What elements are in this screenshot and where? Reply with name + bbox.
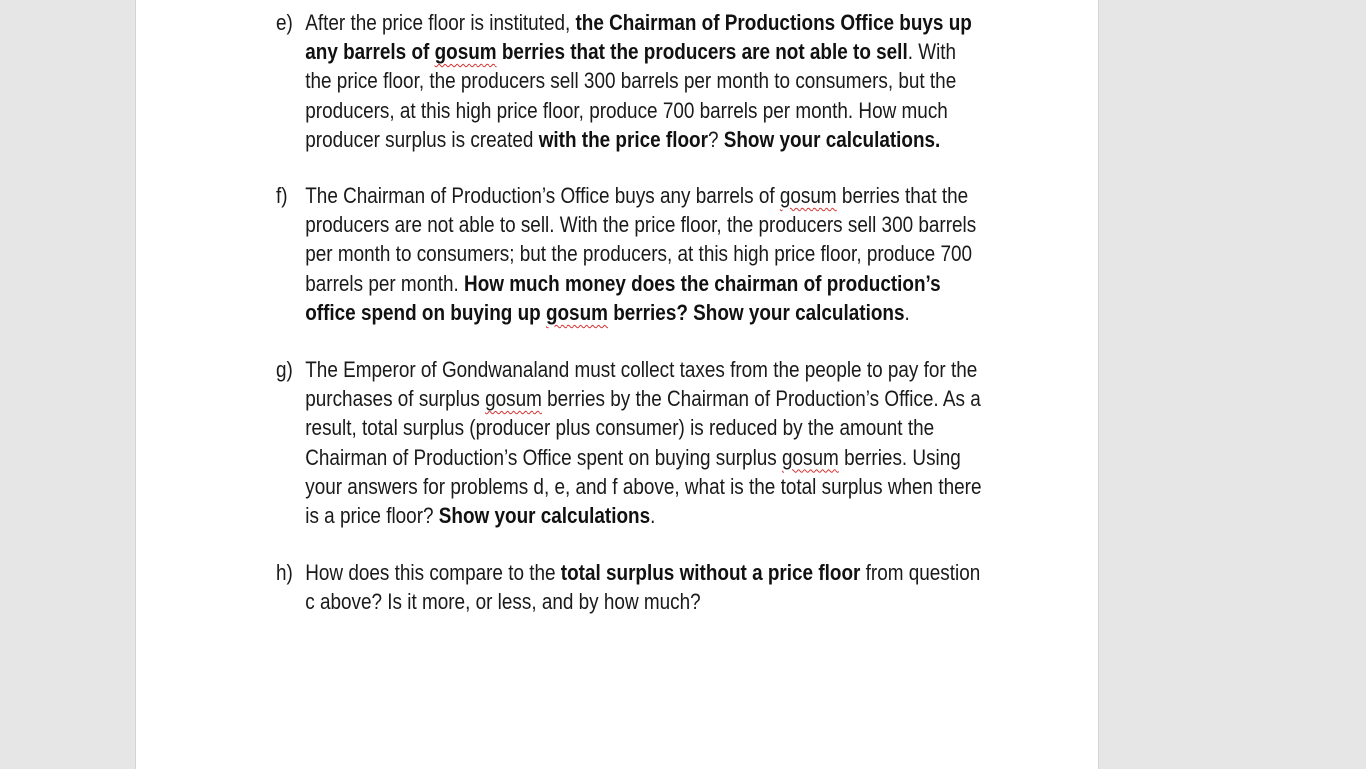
- bold-text-run: any barrels of: [305, 39, 435, 65]
- text-run: producer surplus is created: [305, 126, 539, 152]
- bold-text-run: berries? Show your calculations: [607, 299, 905, 325]
- text-run: ?: [707, 126, 724, 152]
- question-letter: g): [276, 357, 293, 382]
- bold-text-run: with the price floor: [538, 126, 708, 152]
- bold-text-run: How much money does the chairman of production’s: [464, 270, 941, 296]
- text-line: [305, 37, 957, 66]
- question-body[interactable]: [305, 181, 977, 327]
- text-run: berries by the Chairman of Production’s Office. As a: [541, 386, 981, 412]
- misspelled-word[interactable]: gosum: [434, 39, 497, 65]
- text-line: [305, 501, 878, 530]
- text-run: Chairman of Production’s Office spent on buying surplus: [305, 444, 783, 470]
- text-line: result, total surplus (producer plus consumer) is reduced by the amount the: [305, 415, 935, 441]
- text-line: [305, 443, 961, 472]
- question-f: [276, 181, 977, 327]
- text-line: [305, 125, 941, 154]
- text-line: c above? Is it more, or less, and by how much?: [305, 589, 701, 615]
- question-body[interactable]: [305, 8, 972, 154]
- document-page: [135, 0, 1099, 769]
- text-line: [305, 8, 972, 37]
- text-run: .: [650, 502, 656, 528]
- text-line: [305, 181, 969, 210]
- text-line: [305, 269, 941, 298]
- bold-text-run: Show your calculations: [438, 502, 651, 528]
- text-line: per month to consumers; but the producers, at this high price floor, produce 700: [305, 241, 973, 267]
- text-run: The Chairman of Production’s Office buys any barrels of: [305, 183, 780, 208]
- bold-text-run: Show your calculations.: [723, 126, 941, 152]
- text-run: barrels per month.: [305, 270, 465, 296]
- question-letter: h): [276, 560, 293, 585]
- question-h: [276, 558, 981, 616]
- text-run: . With: [907, 39, 957, 65]
- text-run: After the price floor is instituted,: [305, 10, 576, 35]
- text-run: from question: [860, 560, 981, 585]
- text-line: producers, at this high price floor, produce 700 barrels per month. How much: [305, 97, 948, 123]
- text-run: berries that the: [836, 183, 969, 208]
- misspelled-word[interactable]: gosum: [545, 299, 608, 325]
- text-line: producers are not able to sell. With the price floor, the producers sell 300 barrels: [305, 212, 977, 238]
- text-line: [305, 298, 910, 327]
- misspelled-word[interactable]: gosum: [779, 183, 837, 208]
- text-run: berries. Using: [838, 444, 961, 470]
- question-body[interactable]: [305, 355, 982, 530]
- question-e: [276, 8, 972, 154]
- question-g: [276, 355, 982, 530]
- text-run: purchases of surplus: [305, 386, 486, 412]
- text-run: How does this compare to the: [305, 560, 561, 585]
- text-line: [305, 558, 981, 587]
- text-run: .: [904, 299, 910, 325]
- question-body[interactable]: [305, 558, 981, 616]
- text-line: The Emperor of Gondwanaland must collect taxes from the people to pay for the: [305, 357, 978, 382]
- text-line: your answers for problems d, e, and f above, what is the total surplus when there: [305, 473, 982, 499]
- question-letter: e): [276, 10, 293, 35]
- text-run: is a price floor?: [305, 502, 439, 528]
- text-line: [305, 384, 981, 413]
- bold-text-run: total surplus without a price floor: [560, 560, 861, 585]
- misspelled-word[interactable]: gosum: [485, 386, 542, 412]
- bold-text-run: office spend on buying up: [305, 299, 546, 325]
- question-letter: f): [276, 183, 288, 208]
- misspelled-word[interactable]: gosum: [782, 444, 839, 470]
- text-line: the price floor, the producers sell 300 barrels per month to consumers, but the: [305, 68, 957, 94]
- bold-text-run: the Chairman of Productions Office buys up: [575, 10, 972, 35]
- bold-text-run: berries that the producers are not able to sell: [496, 39, 908, 65]
